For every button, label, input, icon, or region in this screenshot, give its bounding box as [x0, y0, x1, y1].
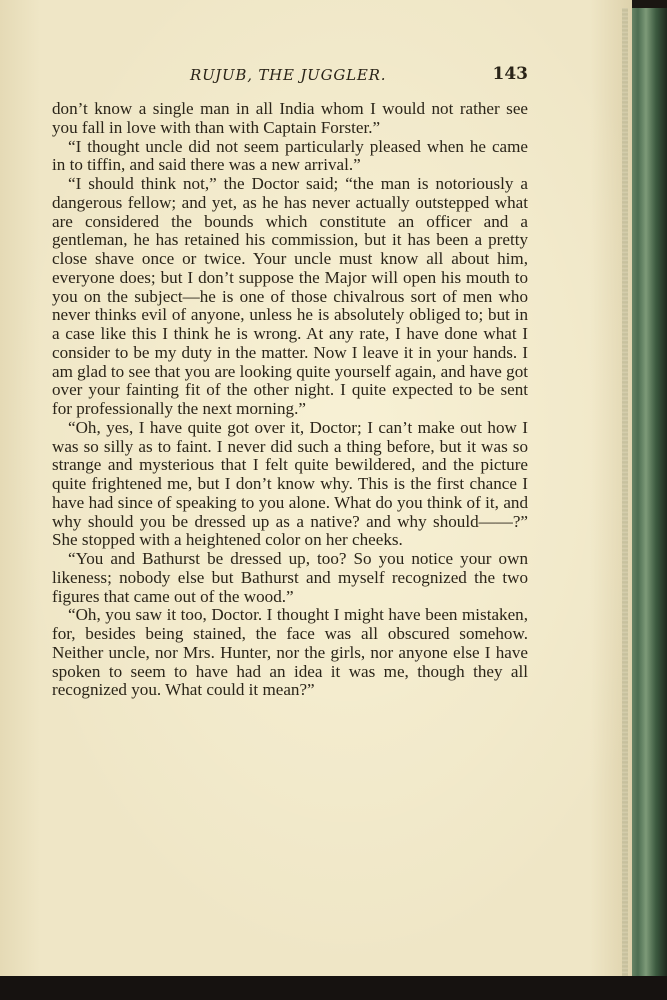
- paragraph-4: “Oh, yes, I have quite got over it, Doctor; I can’t make out how I was so silly as to faint. I never did such a thing before, but it was so strange and mysterious that I felt quite bewildered, and the picture quite frightened me, but I don’t know why. This is the first chance I have had since of speaking to you alone. What do you think of it, and why should you be dressed up as a native? and why should——?” She stopped with a heightened color on her cheeks.: [52, 417, 528, 550]
- running-title: RUJUB, THE JUGGLER.: [190, 66, 387, 84]
- page-header: [52, 60, 528, 86]
- page-number: 143: [492, 64, 528, 84]
- paragraph-6: “Oh, you saw it too, Doctor. I thought I might have been mistaken, for, besides being stained, the face was all obscured somehow. Neither uncle, nor Mrs. Hunter, nor the girls, nor anyone else I have spoken to seem to have had an idea it was me, though they all recognized you. What could it mean?”: [52, 605, 528, 700]
- paragraph-1: don’t know a single man in all India whom I would not rather see you fall in love with than with Captain Forster.”: [52, 99, 528, 137]
- scan-bottom-margin: [0, 976, 667, 1000]
- page-edges: [622, 8, 628, 980]
- body-text: [52, 100, 528, 700]
- paragraph-5: “You and Bathurst be dressed up, too? So you notice your own likeness; nobody else but Bathurst and myself recognized the two figures that came out of the wood.”: [52, 549, 528, 606]
- paragraph-2: “I thought uncle did not seem particularly pleased when he came in to tiffin, and said there was a new arrival.”: [52, 136, 528, 175]
- paragraph-3: “I should think not,” the Doctor said; “the man is notoriously a dangerous fellow; and yet, as he has never actually outstepped what are considered the bounds which constitute an officer and a gentleman, he has retained his commission, but it has been a pretty close shave once or twice. Your uncle must know all about him, everyone does; but I don’t suppose the Major will open his mouth to you on the subject—he is one of those chivalrous sort of men who never thinks evil of anyone, unless he is absolutely obliged to; but in a case like this I think he is wrong. At any rate, I have done what I consider to be my duty in the matter. Now I leave it in your hands. I am glad to see that you are looking quite yourself again, and have got over your fainting fit of the other night. I quite expected to be sent for professionally the next morning.”: [52, 174, 528, 418]
